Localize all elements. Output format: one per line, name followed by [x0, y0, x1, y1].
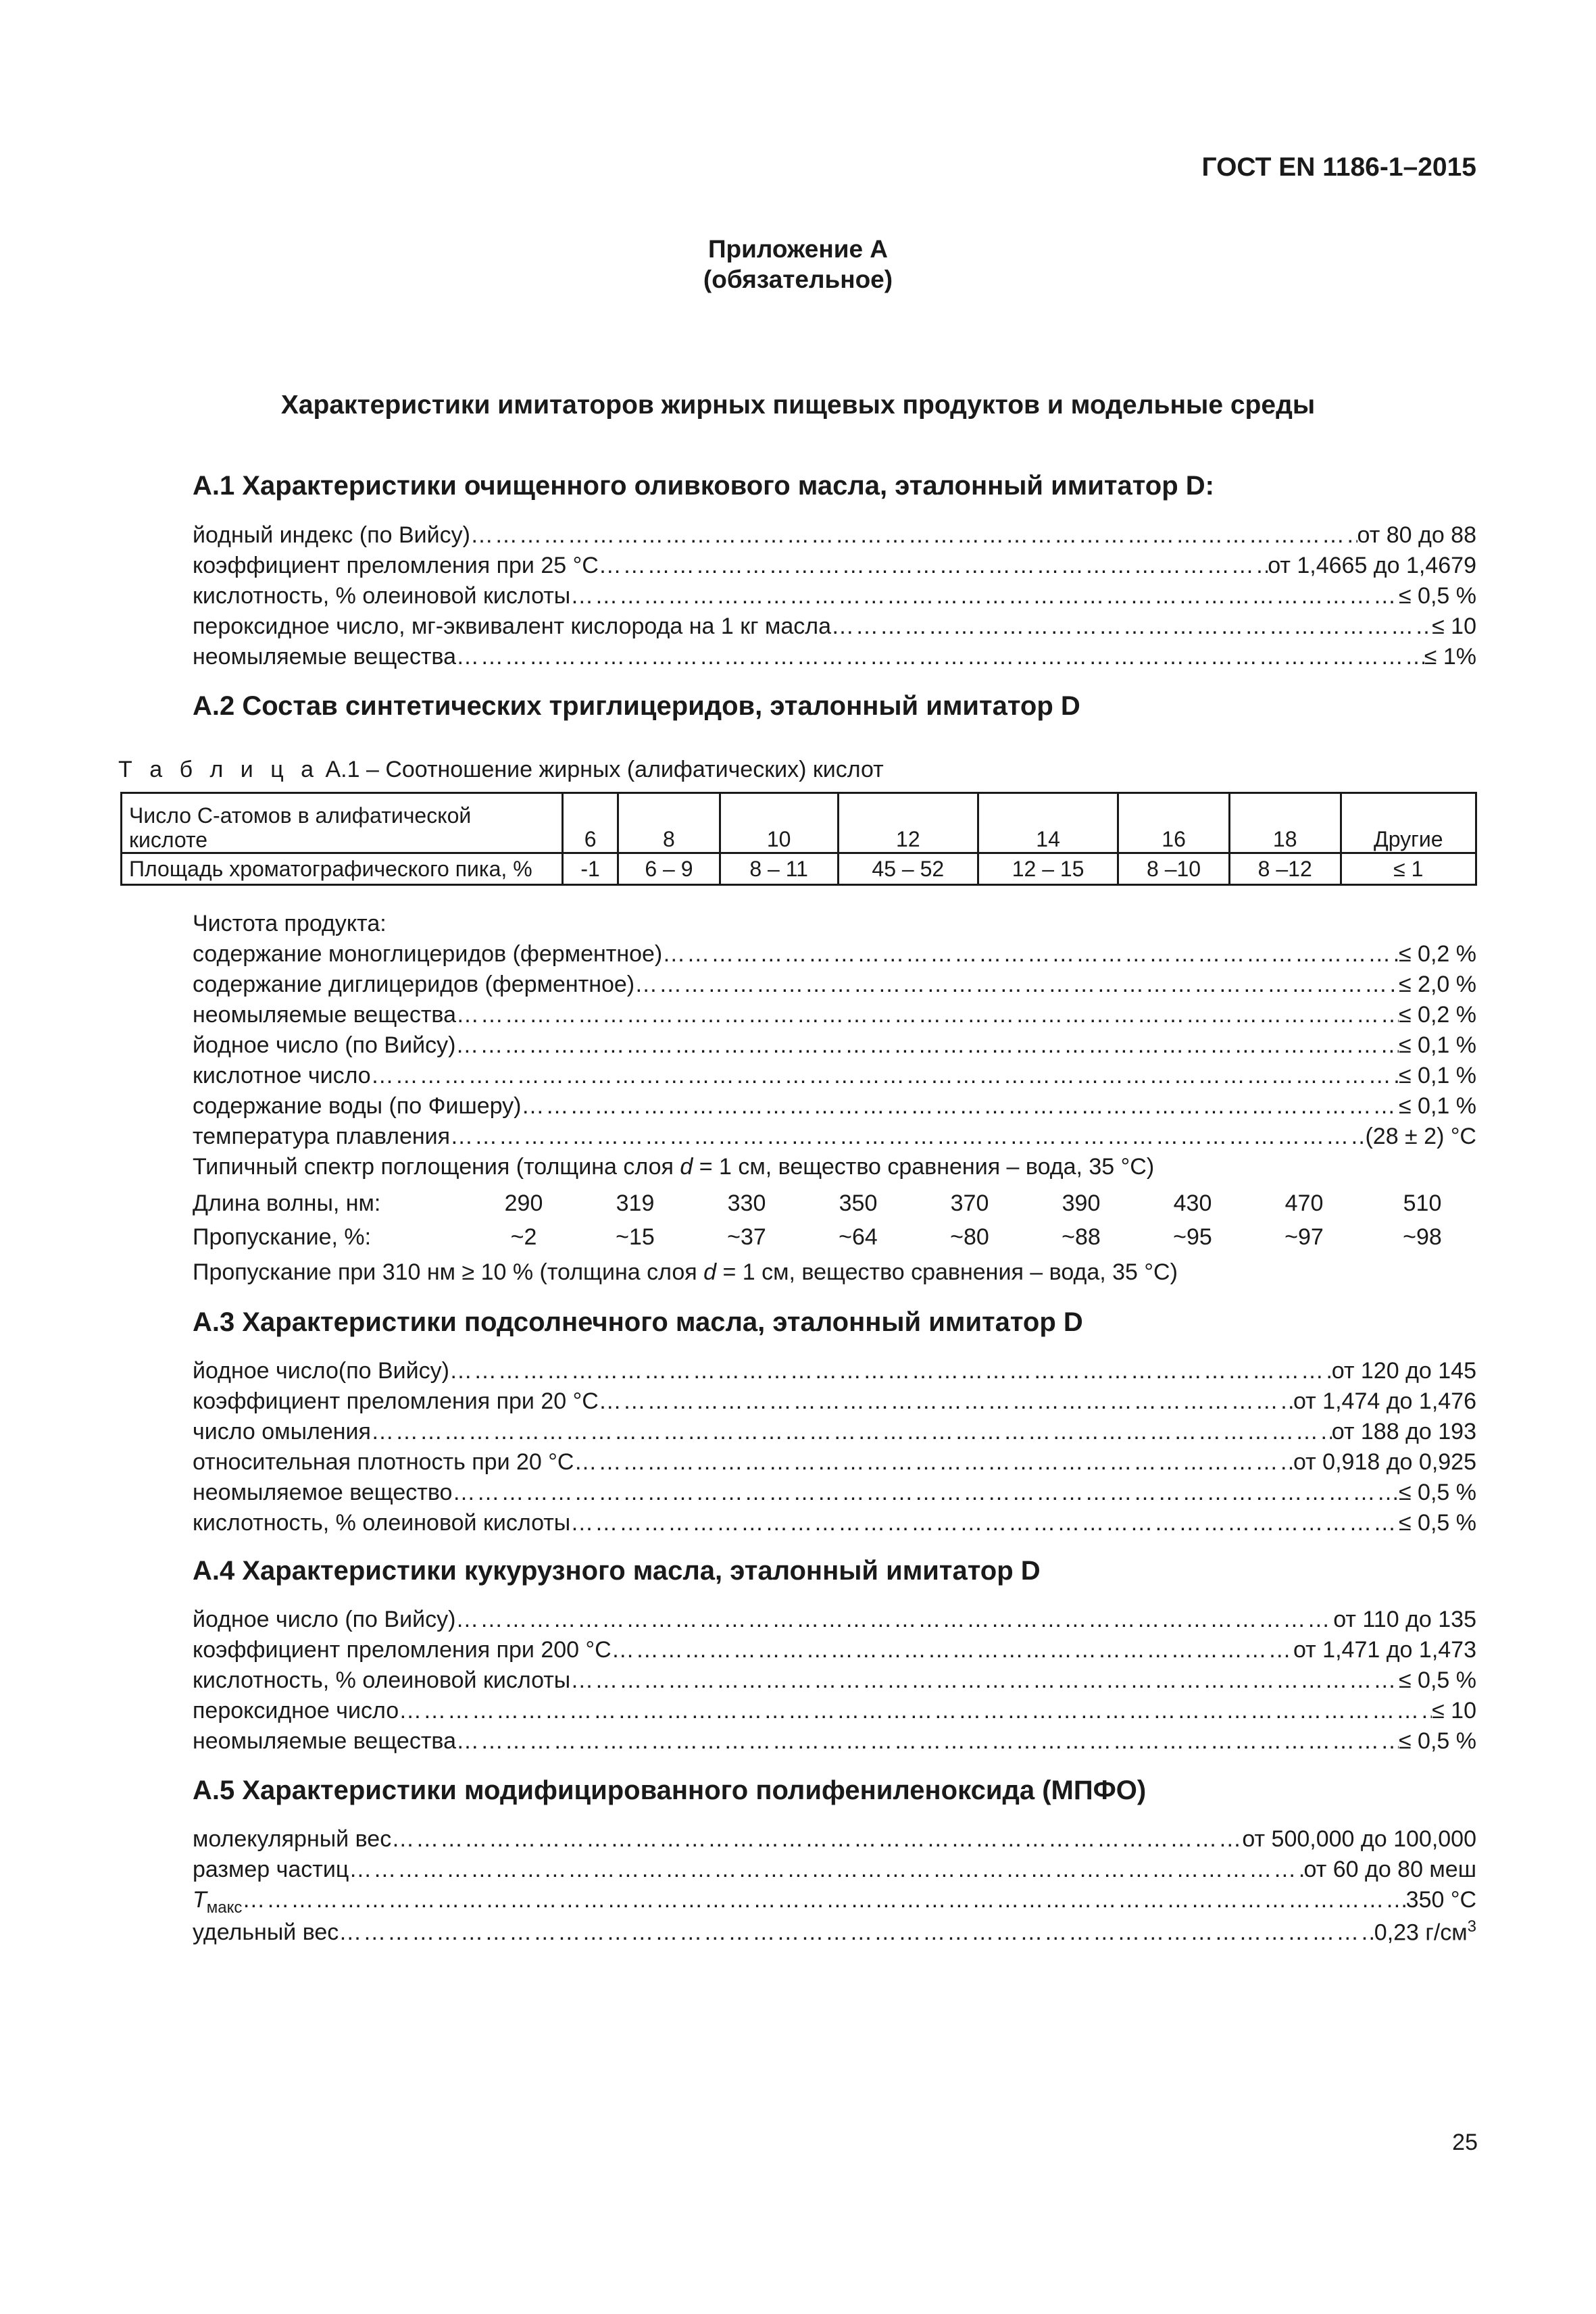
- table-row-label: Площадь хроматографического пика, %: [122, 853, 563, 885]
- spec-line: неомыляемые вещества …………………………………………………………………………………………………………………………………………………………………………………………………………………………………………………………………………………… ≤ 0,2 %: [193, 1002, 1476, 1032]
- spec-line: йодное число (по Вийсу) …………………………………………………………………………………………………………………………………………………………………………………………………………………………………………………………………………………… от 110 до 135: [193, 1607, 1476, 1636]
- wavelength-value: 430: [1173, 1190, 1212, 1216]
- table-cell: -1: [563, 853, 618, 885]
- spec-line: кислотность, % олеиновой кислоты …………………………………………………………………………………………………………………………………………………………………………………………………………………………………………………………………………………… ≤ 0,5 %: [193, 1510, 1476, 1540]
- spec-line: размер частиц …………………………………………………………………………………………………………………………………………………………………………………………………………………………………………………………………………………… от 60 до 80 меш: [193, 1857, 1476, 1886]
- spec-line: неомыляемые вещества …………………………………………………………………………………………………………………………………………………………………………………………………………………………………………………………………………………… ≤ 0,5 %: [193, 1728, 1476, 1758]
- spec-line: пероксидное число …………………………………………………………………………………………………………………………………………………………………………………………………………………………………………………………………………………… ≤ 10: [193, 1698, 1476, 1728]
- transmission-value: ~64: [839, 1224, 878, 1250]
- spec-line: неомыляемые вещества …………………………………………………………………………………………………………………………………………………………………………………………………………………………………………………………………………………… ≤ 1%: [193, 644, 1476, 674]
- wavelength-value: 370: [950, 1190, 989, 1216]
- spec-line: удельный вес …………………………………………………………………………………………………………………………………………………………………………………………………………………………………………………………………………………… 0,23 $г/см^3$: [193, 1917, 1476, 1947]
- transmission-value: ~80: [950, 1224, 989, 1250]
- annex-title: Приложение А: [707, 235, 889, 263]
- table-cell: 8 – 11: [720, 853, 838, 885]
- table-cell: 6 – 9: [618, 853, 720, 885]
- table-cell: 12 – 15: [978, 853, 1118, 885]
- spectrum-heading: Типичный спектр поглощения (толщина слоя d = 1 см, вещество сравнения – вода, 35 °С): [193, 1154, 1155, 1180]
- table-cell: ≤ 1: [1341, 853, 1476, 885]
- spec-line: содержание воды (по Фишеру) …………………………………………………………………………………………………………………………………………………………………………………………………………………………………………………………………………………… ≤ 0,1 %: [193, 1093, 1476, 1123]
- spec-line: коэффициент преломления при 200 °С …………………………………………………………………………………………………………………………………………………………………………………………………………………………………………………………………………………… от 1,471 до 1,473: [193, 1637, 1476, 1667]
- transmission-value: ~88: [1062, 1224, 1101, 1250]
- spec-line: кислотное число …………………………………………………………………………………………………………………………………………………………………………………………………………………………………………………………………………………… ≤ 0,1 %: [193, 1063, 1476, 1092]
- wavelength-value: 390: [1062, 1190, 1101, 1216]
- section-a4-title: А.4 Характеристики кукурузного масла, эталонный имитатор D: [193, 1556, 1041, 1586]
- transmission-value: ~95: [1173, 1224, 1212, 1250]
- table-cell: 45 – 52: [838, 853, 978, 885]
- spec-line: молекулярный вес …………………………………………………………………………………………………………………………………………………………………………………………………………………………………………………………………………………… от 500,000 до 100,000: [193, 1826, 1476, 1856]
- spec-line: содержание диглицеридов (ферментное) …………………………………………………………………………………………………………………………………………………………………………………………………………………………………………………………………………………… ≤ 2,0 %: [193, 972, 1476, 1001]
- table-cell: 6: [563, 793, 618, 853]
- wavelength-value: 350: [839, 1190, 878, 1216]
- spec-line: пероксидное число, мг-эквивалент кислорода на 1 кг масла …………………………………………………………………………………………………………………………………………………………………………………………………………………………………………………………………………………… ≤ 10: [193, 613, 1476, 643]
- section-a1-title: А.1 Характеристики очищенного оливкового масла, эталонный имитатор D:: [193, 471, 1214, 501]
- wavelength-value: 470: [1285, 1190, 1324, 1216]
- section-a2-title: А.2 Состав синтетических триглицеридов, эталонный имитатор D: [193, 691, 1080, 721]
- section-a5-title: А.5 Характеристики модифицированного полифениленоксида (МПФО): [193, 1776, 1147, 1805]
- spec-line: $Т_{макс}$ …………………………………………………………………………………………………………………………………………………………………………………………………………………………………………………………………………………… 350 °С: [193, 1887, 1476, 1917]
- purity-heading: Чистота продукта:: [193, 911, 386, 936]
- wavelength-value: 319: [616, 1190, 655, 1216]
- spec-line: йодное число (по Вийсу) …………………………………………………………………………………………………………………………………………………………………………………………………………………………………………………………………………………… ≤ 0,1 %: [193, 1032, 1476, 1062]
- wavelength-value: 510: [1403, 1190, 1442, 1216]
- document-code: ГОСТ EN 1186-1–2015: [1201, 153, 1476, 182]
- transmission-row: Пропускание, %: ~2 ~15 ~37 ~64 ~80 ~88 ~95 ~97 ~98: [193, 1224, 1476, 1255]
- table-cell: 10: [720, 793, 838, 853]
- annex-status: (обязательное): [703, 266, 893, 293]
- transmission-value: ~97: [1285, 1224, 1324, 1250]
- spec-line: относительная плотность при 20 °С …………………………………………………………………………………………………………………………………………………………………………………………………………………………………………………………………………………… от 0,918 до 0,925: [193, 1449, 1476, 1479]
- page-title: Характеристики имитаторов жирных пищевых продуктов и модельные среды: [280, 391, 1316, 420]
- transmission-value: ~15: [616, 1224, 655, 1250]
- page-number: 25: [1452, 2130, 1478, 2155]
- spec-line: йодное число(по Вийсу) …………………………………………………………………………………………………………………………………………………………………………………………………………………………………………………………………………………… от 120 до 145: [193, 1358, 1476, 1388]
- spec-line: кислотность, % олеиновой кислоты …………………………………………………………………………………………………………………………………………………………………………………………………………………………………………………………………………………… ≤ 0,5 %: [193, 583, 1476, 613]
- table-cell: 16: [1118, 793, 1230, 853]
- section-a3-title: А.3 Характеристики подсолнечного масла, эталонный имитатор D: [193, 1307, 1083, 1337]
- wavelength-value: 330: [727, 1190, 766, 1216]
- spec-line: число омыления …………………………………………………………………………………………………………………………………………………………………………………………………………………………………………………………………………………… от 188 до 193: [193, 1419, 1476, 1449]
- table-cell: 8: [618, 793, 720, 853]
- table-cell: 18: [1229, 793, 1341, 853]
- transmission-value: ~2: [510, 1224, 537, 1250]
- table-row: [122, 853, 1476, 885]
- spec-line: кислотность, % олеиновой кислоты …………………………………………………………………………………………………………………………………………………………………………………………………………………………………………………………………………………… ≤ 0,5 %: [193, 1667, 1476, 1697]
- spec-line: температура плавления …………………………………………………………………………………………………………………………………………………………………………………………………………………………………………………………………………………… (28 ± 2) °С: [193, 1124, 1476, 1153]
- wavelength-value: 290: [504, 1190, 543, 1216]
- wavelength-row: Длина волны, нм: 290 319 330 350 370 390 430 470 510: [193, 1190, 1476, 1222]
- table-cell: 8 –12: [1229, 853, 1341, 885]
- table-caption: Т а б л и ц а А.1 – Соотношение жирных (алифатических) кислот: [118, 757, 884, 782]
- table-cell: 14: [978, 793, 1118, 853]
- spec-line: неомыляемое вещество …………………………………………………………………………………………………………………………………………………………………………………………………………………………………………………………………………………… ≤ 0,5 %: [193, 1480, 1476, 1509]
- spec-line: содержание моноглицеридов (ферментное) …………………………………………………………………………………………………………………………………………………………………………………………………………………………………………………………………………………… ≤ 0,2 %: [193, 941, 1476, 971]
- transmission-value: ~98: [1403, 1224, 1442, 1250]
- spec-line: йодный индекс (по Вийсу) …………………………………………………………………………………………………………………………………………………………………………………………………………………………………………………………………………………… от 80 до 88: [193, 522, 1476, 552]
- spec-line: коэффициент преломления при 25 °С …………………………………………………………………………………………………………………………………………………………………………………………………………………………………………………………………………………… от 1,4665 до 1,4679: [193, 553, 1476, 582]
- table-row: [122, 793, 1476, 853]
- spec-line: коэффициент преломления при 20 °С …………………………………………………………………………………………………………………………………………………………………………………………………………………………………………………………………………………… от 1,474 до 1,476: [193, 1388, 1476, 1418]
- table-cell: 8 –10: [1118, 853, 1230, 885]
- transmission-note: Пропускание при 310 нм ≥ 10 % (толщина слоя d = 1 см, вещество сравнения – вода, 35 °С): [193, 1259, 1178, 1285]
- transmission-value: ~37: [727, 1224, 766, 1250]
- fatty-acid-table: [120, 792, 1477, 886]
- table-cell: 12: [838, 793, 978, 853]
- table-cell: Другие: [1341, 793, 1476, 853]
- table-row-label: Число С-атомов в алифатической кислоте: [122, 793, 563, 853]
